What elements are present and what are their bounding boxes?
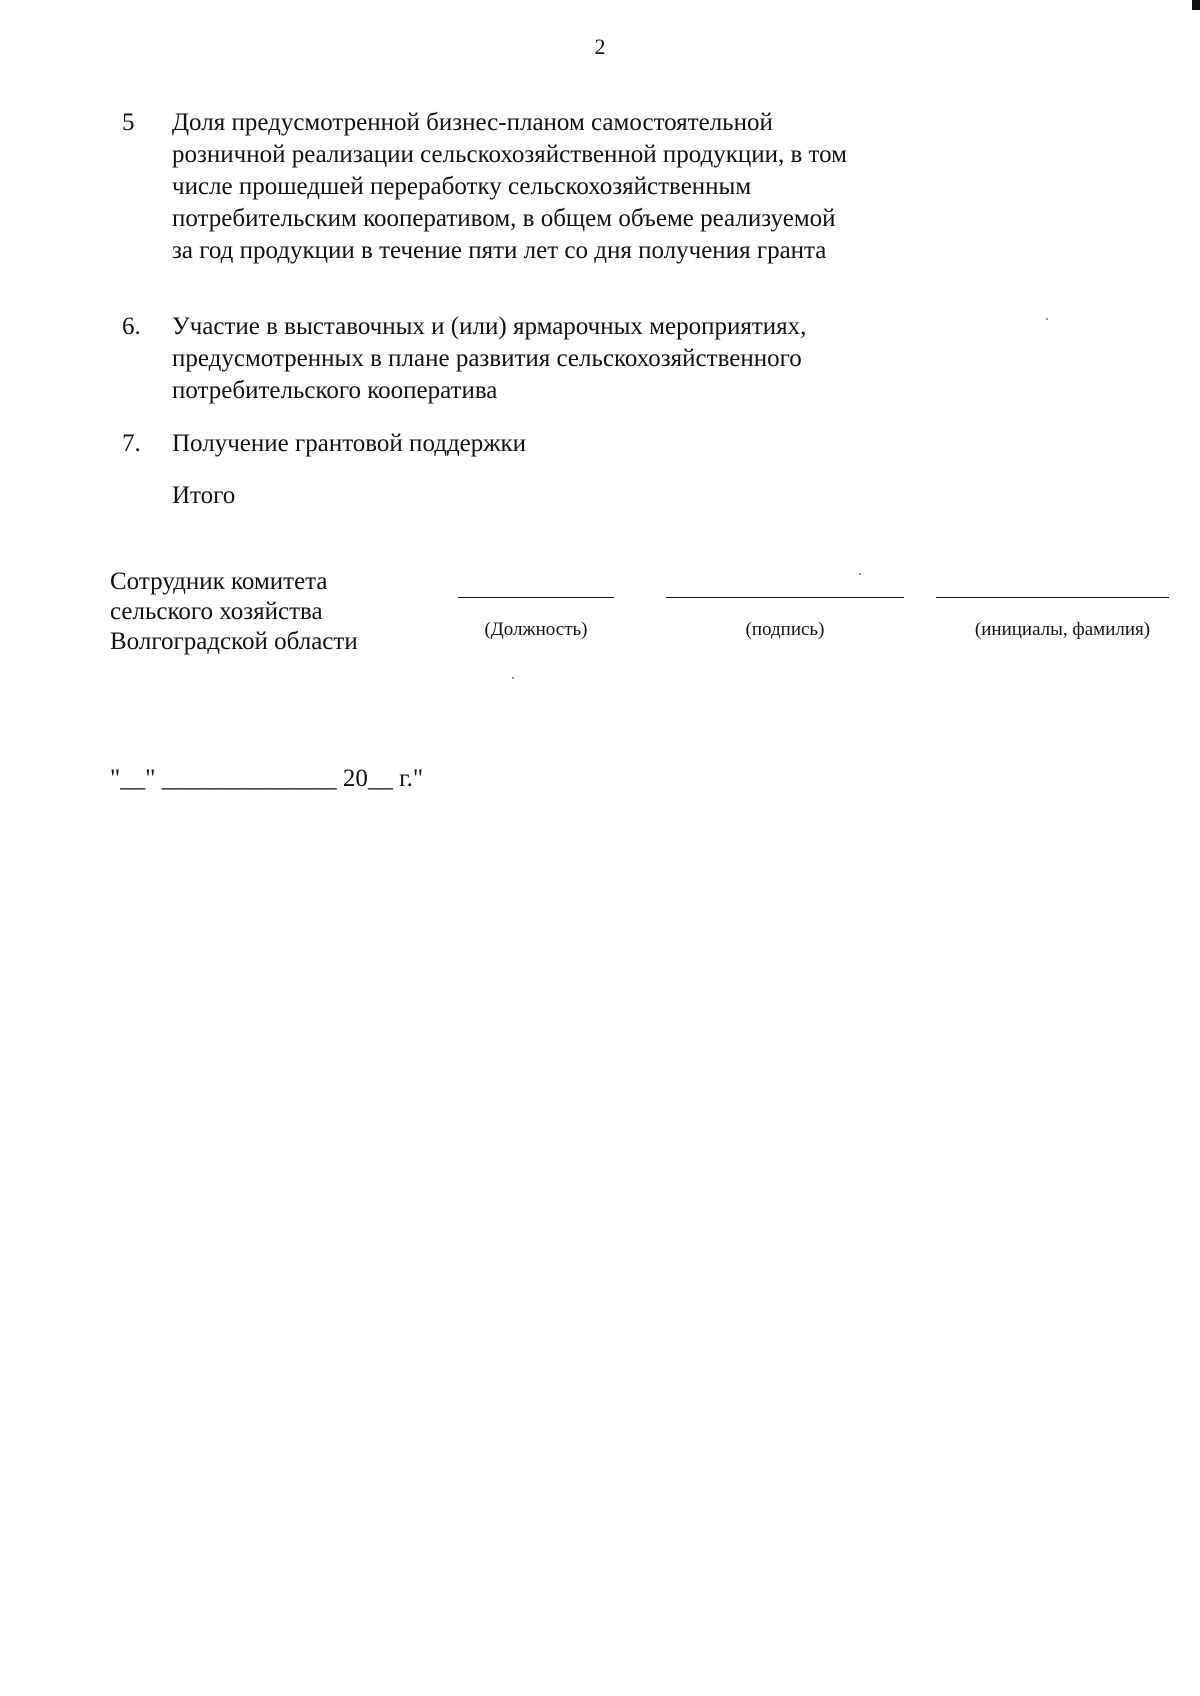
- date-line: "__" ______________ 20__ г.": [110, 765, 424, 792]
- item-text: [172, 107, 942, 267]
- signer-line: Волгоградской области: [110, 628, 358, 655]
- item-text-line: Доля предусмотренной бизнес-планом самостоятельной: [172, 109, 773, 136]
- item-text-line: числе прошедшей переработку сельскохозяйственным: [172, 173, 752, 200]
- name-caption: (инициалы, фамилия): [974, 619, 1151, 640]
- signer-line: сельского хозяйства: [110, 598, 323, 625]
- item-text: [172, 428, 942, 460]
- item-text-line: за год продукции в течение пяти лет со дня получения гранта: [172, 237, 827, 264]
- name-blank-line: [936, 597, 1169, 598]
- signature-blank-line: [666, 597, 904, 598]
- signer-line: Сотрудник комитета: [110, 568, 328, 595]
- position-blank-line: [458, 597, 614, 598]
- total-label: Итого: [172, 482, 236, 509]
- scan-speck: [512, 677, 514, 679]
- item-text-line: Участие в выставочных и (или) ярмарочных мероприятиях,: [172, 313, 807, 340]
- item-text-line: розничной реализации сельскохозяйственной продукции, в том: [172, 141, 847, 168]
- item-text-line: потребительского кооператива: [172, 377, 498, 404]
- scan-edge-mark: [1192, 0, 1200, 10]
- signer-title: [110, 567, 410, 657]
- item-number: 5: [122, 109, 135, 136]
- item-text-line: предусмотренных в плане развития сельскохозяйственного: [172, 345, 802, 372]
- item-text-line: потребительским кооперативом, в общем объеме реализуемой: [172, 205, 836, 232]
- item-text: [172, 311, 942, 407]
- scan-speck: [859, 573, 861, 575]
- item-number: 6.: [122, 313, 141, 340]
- item-text-line: Получение грантовой поддержки: [172, 430, 527, 457]
- position-caption: (Должность): [484, 619, 588, 640]
- page-number: 2: [594, 34, 606, 59]
- signature-caption: (подпись): [745, 619, 825, 640]
- item-number: 7.: [122, 430, 141, 457]
- scan-speck: [1046, 318, 1048, 320]
